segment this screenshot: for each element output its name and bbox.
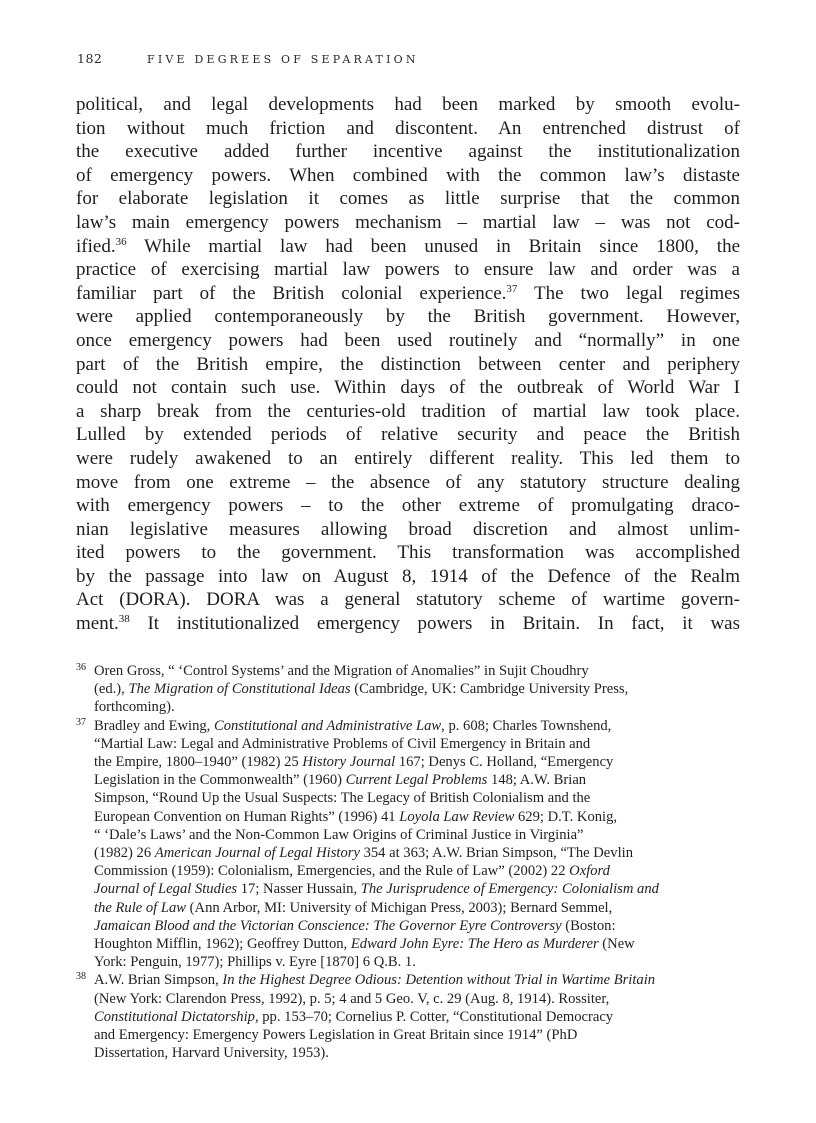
italic-title: Jamaican Blood and the Victorian Conscience: The Governor Eyre Controversy — [94, 917, 562, 934]
text-run: (New York: Clarendon Press, 1992), p. 5; 4 and 5 Geo. V, c. 29 (Aug. 8, 1914). Rossiter, — [94, 990, 610, 1007]
italic-title: In the Highest Degree Odious: Detention without Trial in Wartime Britain — [222, 972, 656, 989]
text-run: European Convention on Human Rights” (1996) 41 — [94, 808, 400, 825]
body-line: for elaborate legislation it comes as little surprise that the common — [76, 188, 740, 210]
text-run: “ ‘Dale’s Laws’ and the Non-Common Law Origins of Criminal Justice in Virginia” — [94, 826, 584, 843]
footnote-ref[interactable]: 36 — [115, 235, 127, 248]
footnote-number: 36 — [76, 662, 86, 673]
footnote-number: 38 — [76, 971, 86, 983]
italic-title: Edward John Eyre: The Hero as Murderer — [350, 936, 599, 953]
footnote-line — [94, 917, 740, 935]
text-run: , p. 608; Charles Townshend, — [441, 717, 612, 734]
text-run: While martial law had been unused in Britain since 1800, the — [126, 235, 740, 257]
body-line — [76, 282, 740, 306]
italic-title: the Rule of Law — [94, 899, 187, 916]
text-run: the Empire, 1800–1940” (1982) 25 — [94, 754, 303, 771]
text-run: Oren Gross, “ ‘Control Systems’ and the Migration of Anomalies” in Sujit Choudhry — [94, 663, 589, 679]
footnote-line — [94, 771, 740, 789]
running-title: FIVE DEGREES OF SEPARATION — [147, 53, 419, 66]
italic-title: Loyola Law Review — [399, 808, 515, 825]
body-line: once emergency powers had been used routinely and “normally” in one — [76, 329, 740, 351]
footnote-line — [94, 844, 740, 862]
text-run: ment. — [76, 613, 119, 635]
body-line: of emergency powers. When combined with the common law’s distaste — [76, 164, 740, 186]
text-run: Houghton Mifflin, 1962); Geoffrey Dutton, — [94, 936, 351, 953]
italic-title: Current Legal Problems — [345, 772, 488, 789]
footnote-number: 37 — [76, 716, 86, 728]
footnote-line — [94, 953, 740, 971]
footnote-line — [94, 880, 740, 898]
text-run: Simpson, “Round Up the Usual Suspects: The Legacy of British Colonialism and the — [94, 790, 591, 807]
italic-title: Journal of Legal Studies — [94, 881, 238, 898]
footnote-line — [94, 1008, 740, 1026]
body-line: Lulled by extended periods of relative security and peace the British — [76, 424, 740, 446]
body-line: a sharp break from the centuries-old tradition of martial law took place. — [76, 400, 740, 422]
footnote-line — [94, 808, 740, 826]
footnote-line — [94, 826, 740, 844]
body-line: law’s main emergency powers mechanism – martial law – was not cod- — [76, 211, 740, 233]
text-run: 148; A.W. Brian — [487, 772, 587, 789]
body-line: could not contain such use. Within days of the outbreak of World War I — [76, 377, 740, 399]
body-line: part of the British empire, the distinction between center and periphery — [76, 353, 740, 375]
text-run: (Cambridge, UK: Cambridge University Press, — [350, 681, 629, 698]
italic-title: Constitutional Dictatorship — [94, 1008, 255, 1025]
italic-title: History Journal — [302, 754, 396, 771]
text-run: familiar part of the British colonial experience. — [76, 282, 507, 304]
footnote-line — [94, 971, 740, 989]
body-line: political, and legal developments had been marked by smooth evolu- — [76, 94, 740, 115]
body-line: nian legislative measures allowing broad discretion and almost unlim- — [76, 518, 740, 540]
body-line: were rudely awakened to an entirely different reality. This led them to — [76, 447, 740, 469]
footnote-line — [94, 990, 740, 1008]
text-run: 167; Denys C. Holland, “Emergency — [395, 754, 614, 771]
body-line: by the passage into law on August 8, 1914 of the Defence of the Realm — [76, 565, 740, 587]
body-line: ited powers to the government. This transformation was accomplished — [76, 542, 740, 564]
footnote-line — [94, 753, 740, 771]
footnote-line — [94, 1026, 740, 1044]
text-run: forthcoming). — [94, 699, 175, 716]
italic-title: The Migration of Constitutional Ideas — [128, 681, 351, 698]
footnote-36 — [76, 662, 740, 717]
text-run: ified. — [76, 235, 116, 257]
text-run: (New — [598, 936, 635, 953]
running-head — [77, 51, 419, 66]
body-line: practice of exercising martial law powers to ensure law and order was a — [76, 259, 740, 281]
text-run: , pp. 153–70; Cornelius P. Cotter, “Constitutional Democracy — [254, 1008, 614, 1025]
text-run: Dissertation, Harvard University, 1953). — [94, 1045, 329, 1062]
body-line: with emergency powers – to the other extreme of promulgating draco- — [76, 495, 740, 517]
footnotes — [76, 662, 740, 1062]
footnote-line — [94, 680, 740, 698]
text-run: 17; Nasser Hussain, — [237, 881, 361, 898]
text-run: A.W. Brian Simpson, — [94, 972, 223, 989]
body-line: move from one extreme – the absence of any statutory structure dealing — [76, 471, 740, 493]
footnote-line — [94, 789, 740, 807]
page-number: 182 — [77, 51, 103, 66]
italic-title: Oxford — [569, 863, 610, 880]
body-line — [76, 235, 740, 259]
body-line: Act (DORA). DORA was a general statutory scheme of wartime govern- — [76, 589, 740, 611]
text-run: Commission (1959): Colonialism, Emergencies, and the Rule of Law” (2002) 22 — [94, 863, 570, 880]
italic-title: Constitutional and Administrative Law — [213, 717, 442, 734]
text-run: It institutionalized emergency powers in Britain. In fact, it was — [129, 613, 740, 635]
body-line: the executive added further incentive against the institutionalization — [76, 141, 740, 163]
body-line — [76, 612, 740, 636]
italic-title: American Journal of Legal History — [154, 845, 360, 862]
italic-title: The Jurisprudence of Emergency: Colonialism and — [360, 881, 659, 898]
footnote-line — [94, 735, 740, 753]
text-run: and Emergency: Emergency Powers Legislation in Great Britain since 1914” (PhD — [94, 1027, 578, 1044]
footnote-ref[interactable]: 37 — [506, 282, 518, 295]
text-run: (Ann Arbor, MI: University of Michigan Press, 2003); Bernard Semmel, — [186, 899, 613, 916]
text-run: (1982) 26 — [94, 845, 155, 862]
text-run: (ed.), — [94, 681, 129, 698]
body-line: tion without much friction and discontent. An entrenched distrust of — [76, 117, 740, 139]
footnote-line — [94, 698, 740, 716]
footnote-line — [94, 1044, 740, 1062]
body-line: were applied contemporaneously by the British government. However, — [76, 306, 740, 328]
footnote-line — [94, 717, 740, 735]
body-paragraph — [76, 93, 740, 636]
footnote-line — [94, 862, 740, 880]
footnote-line — [94, 662, 740, 680]
text-run: 629; D.T. Konig, — [514, 808, 618, 825]
text-run: Bradley and Ewing, — [94, 717, 214, 734]
footnote-line — [94, 935, 740, 953]
footnote-ref[interactable]: 38 — [118, 613, 130, 626]
footnote-38 — [76, 971, 740, 1062]
text-run: York: Penguin, 1977); Phillips v. Eyre [1870] 6 Q.B. 1. — [94, 954, 416, 971]
text-run: Legislation in the Commonwealth” (1960) — [94, 772, 346, 789]
text-run: 354 at 363; A.W. Brian Simpson, “The Devlin — [359, 845, 633, 862]
text-run: “Martial Law: Legal and Administrative Problems of Civil Emergency in Britain and — [94, 735, 591, 752]
footnote-line — [94, 899, 740, 917]
footnote-37 — [76, 717, 740, 972]
text-run: (Boston: — [561, 917, 616, 934]
text-run: The two legal regimes — [517, 282, 740, 304]
